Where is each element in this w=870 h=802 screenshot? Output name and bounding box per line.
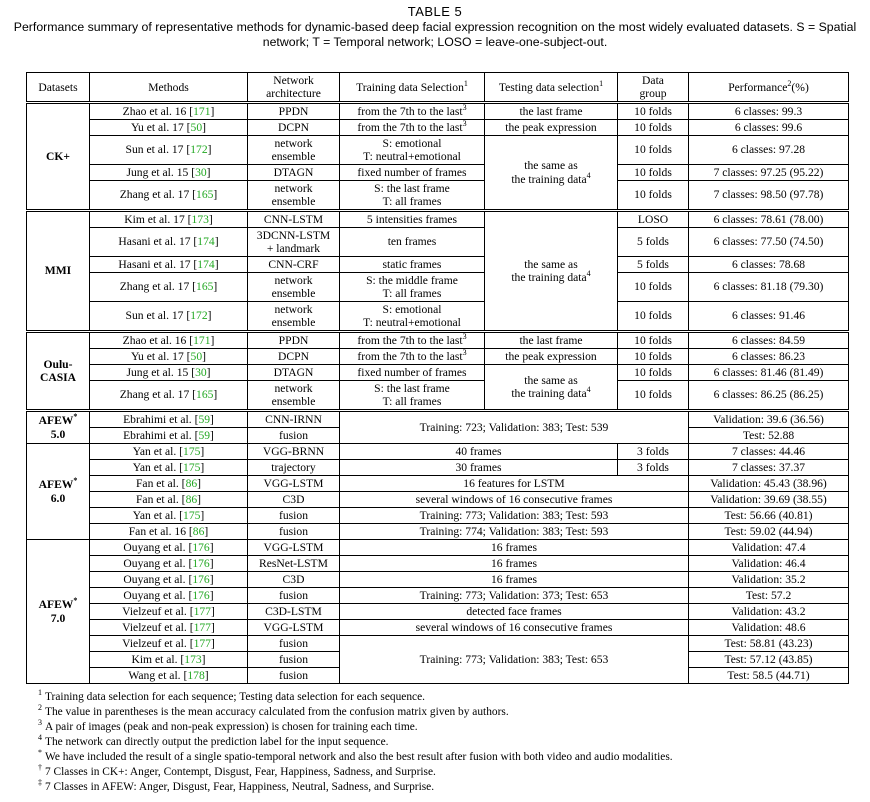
method-cell: Jung et al. 15 [30] [90,165,248,181]
train-cell: static frames [340,257,485,273]
method-cell: Zhao et al. 16 [171] [90,332,248,349]
citation-link[interactable]: 173 [191,212,209,226]
footnote: $^2$ The value in parentheses is the mean accuracy calculated from the confusion matrix given by authors. [38,703,509,718]
citation-link[interactable]: 30 [195,365,207,379]
perf-cell: 6 classes: 99.3 [689,103,849,120]
network-cell: fusion [248,652,340,668]
test-cell: the same as the training data$^4$ [485,211,618,332]
network-cell: fusion [248,508,340,524]
citation-link[interactable]: 165 [196,388,214,402]
method-cell: Ebrahimi et al. [59] [90,411,248,428]
method-cell: Yan et al. [175] [90,444,248,460]
table-row [27,411,849,428]
perf-cell: 7 classes: 37.37 [689,460,849,476]
split-cell: Training: 773; Validation: 383; Test: 593 [340,508,689,524]
perf-cell: Validation: 45.43 (38.96) [689,476,849,492]
test-cell: the last frame [485,103,618,120]
perf-cell: Validation: 39.69 (38.55) [689,492,849,508]
header-methods: Methods [90,73,248,103]
citation-link[interactable]: 176 [192,540,210,554]
frames-cell: several windows of 16 consecutive frames [340,620,689,636]
group-cell: 10 folds [618,381,689,411]
table-row [27,136,849,165]
perf-cell: Validation: 43.2 [689,604,849,620]
table-footnotes [38,690,673,795]
frames-cell: 40 frames [340,444,618,460]
table-row [27,460,849,476]
citation-link[interactable]: 176 [192,588,210,602]
perf-cell: 6 classes: 81.46 (81.49) [689,365,849,381]
perf-cell: 6 classes: 81.18 (79.30) [689,273,849,302]
citation-link[interactable]: 172 [190,309,208,323]
frames-cell: 16 frames [340,556,689,572]
header-datasets: Datasets [27,73,90,103]
network-cell: VGG-LSTM [248,476,340,492]
citation-link[interactable]: 172 [190,143,208,157]
method-cell: Sun et al. 17 [172] [90,136,248,165]
footnote: $^1$ Training data selection for each sequence; Testing data selection for each sequence. [38,688,426,703]
citation-link[interactable]: 173 [184,652,202,666]
network-cell: DTAGN [248,365,340,381]
perf-cell: 6 classes: 77.50 (74.50) [689,228,849,257]
header-row [27,73,849,103]
train-cell: from the 7th to the last$^3$ [340,332,485,349]
table-row [27,588,849,604]
perf-cell: Test: 52.88 [689,428,849,444]
method-cell: Zhao et al. 16 [171] [90,103,248,120]
method-cell: Hasani et al. 17 [174] [90,257,248,273]
network-cell: network ensemble [248,381,340,411]
table-row [27,120,849,136]
train-cell: S: emotional T: neutral+emotional [340,302,485,332]
network-cell: CNN-IRNN [248,411,340,428]
citation-link[interactable]: 176 [192,556,210,570]
perf-cell: 7 classes: 97.25 (95.22) [689,165,849,181]
frames-cell: 30 frames [340,460,618,476]
train-cell: S: the middle frame T: all frames [340,273,485,302]
network-cell: PPDN [248,103,340,120]
perf-cell: Test: 59.02 (44.94) [689,524,849,540]
citation-link[interactable]: 177 [193,636,211,650]
table-row [27,524,849,540]
citation-link[interactable]: 50 [190,120,203,134]
network-cell: fusion [248,668,340,684]
header-network: Network architecture [248,73,340,103]
test-cell: the peak expression [485,120,618,136]
table-row [27,257,849,273]
table-row [27,332,849,349]
network-cell: CNN-CRF [248,257,340,273]
test-cell: the peak expression [485,349,618,365]
method-cell: Sun et al. 17 [172] [90,302,248,332]
method-cell: Hasani et al. 17 [174] [90,228,248,257]
test-cell: the last frame [485,332,618,349]
group-cell: LOSO [618,211,689,228]
perf-cell: 6 classes: 84.59 [689,332,849,349]
citation-link[interactable]: 175 [183,460,201,474]
table-row [27,228,849,257]
test-cell: the same as the training data$^4$ [485,136,618,211]
group-cell: 5 folds [618,228,689,257]
citation-link[interactable]: 165 [196,280,214,294]
perf-cell: Test: 56.66 (40.81) [689,508,849,524]
group-cell: 10 folds [618,103,689,120]
network-cell: CNN-LSTM [248,211,340,228]
perf-cell: Validation: 47.4 [689,540,849,556]
table-row [27,211,849,228]
table-caption: Performance summary of representative methods for dynamic-based deep facial expression recognition on the most widely evaluated datasets. S = Spatial network; T = Temporal network; LOSO = leave-one-subject-out. [13,20,857,49]
citation-link[interactable]: 171 [193,333,211,347]
test-cell: the same as the training data$^4$ [485,365,618,411]
perf-cell: Validation: 46.4 [689,556,849,572]
table-row [27,165,849,181]
network-cell: C3D [248,492,340,508]
method-cell: Fan et al. [86] [90,492,248,508]
network-cell: VGG-LSTM [248,620,340,636]
table-row [27,444,849,460]
table-row [27,349,849,365]
citation-link[interactable]: 59 [198,428,211,442]
citation-link[interactable]: 178 [187,668,205,682]
network-cell: DTAGN [248,165,340,181]
train-cell: fixed number of frames [340,165,485,181]
perf-cell: 6 classes: 99.6 [689,120,849,136]
footnote: * We have included the result of a single spatio-temporal network and also the best result after fusion with both video and audio modalities. [38,748,673,763]
table-row [27,556,849,572]
table-row [27,508,849,524]
network-cell: fusion [248,588,340,604]
network-cell: C3D-LSTM [248,604,340,620]
group-cell: 10 folds [618,181,689,211]
perf-cell: 6 classes: 86.23 [689,349,849,365]
citation-link[interactable]: 177 [193,620,211,634]
method-cell: Zhang et al. 17 [165] [90,381,248,411]
citation-link[interactable]: 86 [192,524,205,538]
group-cell: 10 folds [618,349,689,365]
perf-cell: Validation: 35.2 [689,572,849,588]
perf-cell: Test: 58.81 (43.23) [689,636,849,652]
citation-link[interactable]: 30 [195,165,207,179]
network-cell: 3DCNN-LSTM + landmark [248,228,340,257]
group-cell: 10 folds [618,302,689,332]
method-cell: Fan et al. 16 [86] [90,524,248,540]
table-row [27,620,849,636]
table-row [27,381,849,411]
method-cell: Vielzeuf et al. [177] [90,604,248,620]
network-cell: network ensemble [248,181,340,211]
dataset-mmi: MMI [27,211,90,332]
network-cell: network ensemble [248,136,340,165]
table-row [27,492,849,508]
citation-link[interactable]: 59 [198,412,211,426]
network-cell: trajectory [248,460,340,476]
dataset-afew6: AFEW* 6.0 [27,444,90,540]
method-cell: Ouyang et al. [176] [90,572,248,588]
split-cell: Training: 774; Validation: 383; Test: 593 [340,524,689,540]
table-row [27,273,849,302]
table-row [27,103,849,120]
method-cell: Vielzeuf et al. [177] [90,636,248,652]
method-cell: Yan et al. [175] [90,460,248,476]
network-cell: C3D [248,572,340,588]
dataset-afew7: AFEW* 7.0 [27,540,90,684]
method-cell: Yu et al. 17 [50] [90,120,248,136]
perf-cell: Test: 58.5 (44.71) [689,668,849,684]
perf-cell: 6 classes: 91.46 [689,302,849,332]
train-cell: from the 7th to the last$^3$ [340,103,485,120]
perf-cell: 6 classes: 86.25 (86.25) [689,381,849,411]
frames-cell: 16 frames [340,572,689,588]
method-cell: Fan et al. [86] [90,476,248,492]
citation-link[interactable]: 176 [192,572,210,586]
footnote: $^3$ A pair of images (peak and non-peak expression) is chosen for training each time. [38,718,418,733]
method-cell: Yan et al. [175] [90,508,248,524]
citation-link[interactable]: 165 [196,188,214,202]
network-cell: network ensemble [248,302,340,332]
header-testing: Testing data selection$^1$ [485,73,618,103]
perf-cell: Test: 57.2 [689,588,849,604]
table-row [27,636,849,652]
network-cell: VGG-BRNN [248,444,340,460]
train-cell: S: the last frame T: all frames [340,381,485,411]
split-cell: Training: 723; Validation: 383; Test: 539 [340,411,689,444]
method-cell: Ouyang et al. [176] [90,556,248,572]
frames-cell: detected face frames [340,604,689,620]
method-cell: Jung et al. 15 [30] [90,365,248,381]
perf-cell: 6 classes: 78.61 (78.00) [689,211,849,228]
method-cell: Zhang et al. 17 [165] [90,273,248,302]
group-cell: 10 folds [618,332,689,349]
train-cell: 5 intensities frames [340,211,485,228]
table-row [27,365,849,381]
network-cell: fusion [248,636,340,652]
group-cell: 10 folds [618,136,689,165]
train-cell: from the 7th to the last$^3$ [340,120,485,136]
train-cell: fixed number of frames [340,365,485,381]
train-cell: S: emotional T: neutral+emotional [340,136,485,165]
footnote: ‡ 7 Classes in AFEW: Anger, Disgust, Fear, Happiness, Neutral, Sadness, and Surprise. [38,778,435,793]
citation-link[interactable]: 174 [197,235,215,249]
train-cell: from the 7th to the last$^3$ [340,349,485,365]
network-cell: fusion [248,524,340,540]
network-cell: ResNet-LSTM [248,556,340,572]
group-cell: 10 folds [618,365,689,381]
split-cell: Training: 773; Validation: 383; Test: 653 [340,636,689,684]
dataset-oulu: Oulu- CASIA [27,332,90,411]
method-cell: Yu et al. 17 [50] [90,349,248,365]
table-row [27,181,849,211]
dataset-ck: CK+ [27,103,90,211]
header-training: Training data Selection$^1$ [340,73,485,103]
train-cell: S: the last frame T: all frames [340,181,485,211]
split-cell: Training: 773; Validation: 373; Test: 653 [340,588,689,604]
frames-cell: several windows of 16 consecutive frames [340,492,689,508]
train-cell: ten frames [340,228,485,257]
method-cell: Ouyang et al. [176] [90,540,248,556]
perf-cell: 7 classes: 44.46 [689,444,849,460]
network-cell: VGG-LSTM [248,540,340,556]
method-cell: Ouyang et al. [176] [90,588,248,604]
citation-link[interactable]: 50 [190,349,203,363]
citation-link[interactable]: 86 [185,492,198,506]
results-table [26,72,849,684]
citation-link[interactable]: 86 [185,476,198,490]
method-cell: Wang et al. [178] [90,668,248,684]
method-cell: Kim et al. 17 [173] [90,211,248,228]
network-cell: DCPN [248,120,340,136]
footnote: † 7 Classes in CK+: Anger, Contempt, Disgust, Fear, Happiness, Sadness, and Surprise. [38,763,436,778]
perf-cell: 7 classes: 98.50 (97.78) [689,181,849,211]
method-cell: Ebrahimi et al. [59] [90,428,248,444]
header-data-group: Data group [618,73,689,103]
table-row [27,604,849,620]
perf-cell: Validation: 48.6 [689,620,849,636]
group-cell: 3 folds [618,460,689,476]
network-cell: PPDN [248,332,340,349]
footnote: $^4$ The network can directly output the prediction label for the input sequence. [38,733,389,748]
group-cell: 3 folds [618,444,689,460]
network-cell: network ensemble [248,273,340,302]
table-row [27,572,849,588]
table-label: TABLE 5 [407,4,463,19]
frames-cell: 16 features for LSTM [340,476,689,492]
perf-cell: 6 classes: 97.28 [689,136,849,165]
header-performance: Performance$^2$(%) [689,73,849,103]
group-cell: 10 folds [618,165,689,181]
group-cell: 10 folds [618,120,689,136]
group-cell: 10 folds [618,273,689,302]
citation-link[interactable]: 175 [183,508,201,522]
frames-cell: 16 frames [340,540,689,556]
method-cell: Vielzeuf et al. [177] [90,620,248,636]
citation-link[interactable]: 175 [183,444,201,458]
network-cell: DCPN [248,349,340,365]
citation-link[interactable]: 174 [197,257,215,271]
table-row [27,302,849,332]
table-row [27,476,849,492]
group-cell: 5 folds [618,257,689,273]
perf-cell: Validation: 39.6 (36.56) [689,411,849,428]
method-cell: Zhang et al. 17 [165] [90,181,248,211]
perf-cell: 6 classes: 78.68 [689,257,849,273]
citation-link[interactable]: 177 [193,604,211,618]
perf-cell: Test: 57.12 (43.85) [689,652,849,668]
dataset-afew5: AFEW* 5.0 [27,411,90,444]
network-cell: fusion [248,428,340,444]
table-row [27,540,849,556]
method-cell: Kim et al. [173] [90,652,248,668]
citation-link[interactable]: 171 [193,104,211,118]
